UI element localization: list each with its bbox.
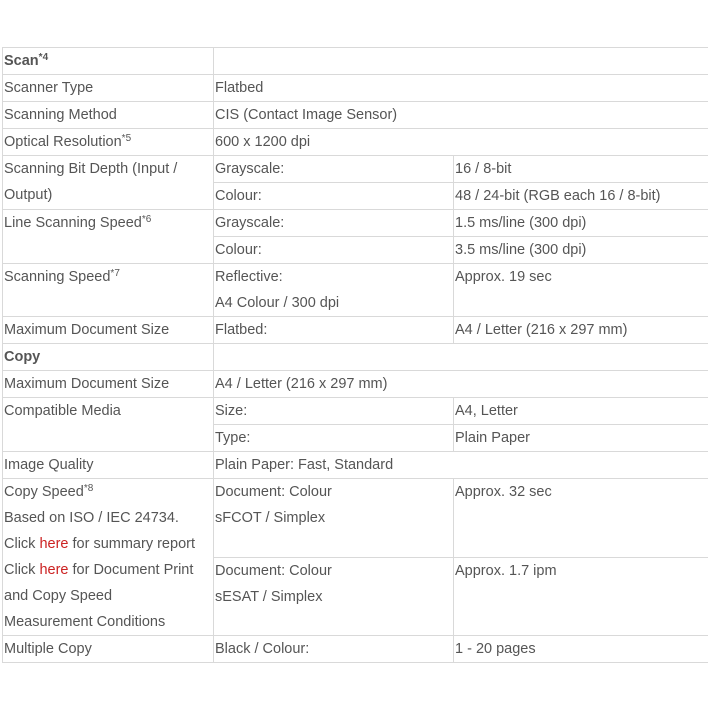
section-title-copy: Copy xyxy=(3,344,214,371)
empty-cell xyxy=(214,48,708,75)
row-label xyxy=(3,129,214,156)
table-row xyxy=(3,557,708,636)
sub-line: sFCOT / Simplex xyxy=(215,510,326,526)
section-title-scan xyxy=(3,48,214,75)
summary-report-link[interactable]: here xyxy=(39,536,69,552)
footnote-mark: *7 xyxy=(110,268,120,279)
label-text: for summary report xyxy=(68,536,195,552)
sub-line: Document: Colour xyxy=(215,562,332,579)
row-label: Multiple Copy xyxy=(3,636,214,663)
sub-line: sESAT / Simplex xyxy=(215,588,323,605)
table-row xyxy=(3,398,708,425)
table-row xyxy=(3,102,708,129)
label-line: Scanning Bit Depth (Input / xyxy=(4,161,178,177)
row-value: 48 / 24-bit (RGB each 16 / 8-bit) xyxy=(454,183,708,210)
row-value: Approx. 19 sec xyxy=(454,264,708,317)
table-row xyxy=(3,75,708,102)
label-line: Output) xyxy=(4,187,53,203)
label-text: Scanning Speed xyxy=(4,269,111,285)
row-value: 3.5 ms/line (300 dpi) xyxy=(454,237,708,264)
table-row xyxy=(3,344,708,371)
section-title-text: Scan xyxy=(4,53,39,69)
label-text: for Document Print xyxy=(68,562,194,578)
table-row xyxy=(3,452,708,479)
footnote-mark: *4 xyxy=(38,52,49,63)
row-label xyxy=(3,210,214,264)
table-row xyxy=(3,129,708,156)
sub-label: Grayscale: xyxy=(214,156,454,183)
sub-label: Grayscale: xyxy=(214,210,454,237)
label-text: Optical Resolution xyxy=(4,134,122,150)
row-value: CIS (Contact Image Sensor) xyxy=(214,102,708,129)
label-text: Click xyxy=(4,562,40,578)
row-label xyxy=(3,479,214,558)
empty-cell xyxy=(214,344,708,371)
row-label: Image Quality xyxy=(3,452,214,479)
sub-label: Type: xyxy=(214,425,454,452)
label-line: and Copy Speed xyxy=(4,588,113,604)
label-text: Click xyxy=(4,536,40,552)
measurement-conditions-link[interactable]: here xyxy=(39,562,69,578)
row-label xyxy=(3,156,214,210)
row-label: Maximum Document Size xyxy=(3,371,214,398)
row-value: Plain Paper xyxy=(454,425,708,452)
label-line: Measurement Conditions xyxy=(4,614,166,630)
label-line xyxy=(4,531,213,557)
table-row xyxy=(3,636,708,663)
sub-label xyxy=(214,479,454,558)
row-value: 1.5 ms/line (300 dpi) xyxy=(454,210,708,237)
sub-label xyxy=(214,264,454,317)
row-value: Plain Paper: Fast, Standard xyxy=(214,452,708,479)
label-line: Based on ISO / IEC 24734. xyxy=(4,510,179,526)
row-value: 16 / 8-bit xyxy=(454,156,708,183)
row-value: A4, Letter xyxy=(454,398,708,425)
sub-label: Flatbed: xyxy=(214,317,454,344)
row-label: Scanning Method xyxy=(3,102,214,129)
sub-line: Document: Colour xyxy=(215,484,332,500)
row-value: Approx. 1.7 ipm xyxy=(454,557,708,636)
footnote-mark: *6 xyxy=(141,214,152,225)
table-row xyxy=(3,210,708,237)
row-value: A4 / Letter (216 x 297 mm) xyxy=(214,371,708,398)
row-label: Scanner Type xyxy=(3,75,214,102)
sub-line: Reflective: xyxy=(215,269,283,285)
sub-label: Black / Colour: xyxy=(214,636,454,663)
sub-label xyxy=(214,557,454,636)
spec-table xyxy=(2,47,708,663)
table-row xyxy=(3,317,708,344)
footnote-mark: *8 xyxy=(83,483,94,494)
sub-label: Colour: xyxy=(214,237,454,264)
row-value: 1 - 20 pages xyxy=(454,636,708,663)
table-row xyxy=(3,371,708,398)
table-row xyxy=(3,156,708,183)
row-label: Compatible Media xyxy=(3,398,214,452)
sub-label: Colour: xyxy=(214,183,454,210)
label-text: Copy Speed xyxy=(4,484,84,500)
label-text: Line Scanning Speed xyxy=(4,215,142,231)
row-value: 600 x 1200 dpi xyxy=(214,129,708,156)
row-label xyxy=(3,557,214,636)
sub-line: A4 Colour / 300 dpi xyxy=(215,295,340,311)
table-row xyxy=(3,48,708,75)
table-row xyxy=(3,264,708,317)
row-label: Maximum Document Size xyxy=(3,317,214,344)
table-row xyxy=(3,479,708,558)
footnote-mark: *5 xyxy=(121,133,132,144)
label-line xyxy=(4,557,213,583)
row-label xyxy=(3,264,214,317)
row-value: Approx. 32 sec xyxy=(454,479,708,558)
row-value: A4 / Letter (216 x 297 mm) xyxy=(454,317,708,344)
label-line xyxy=(4,479,213,505)
row-value: Flatbed xyxy=(214,75,708,102)
sub-label: Size: xyxy=(214,398,454,425)
